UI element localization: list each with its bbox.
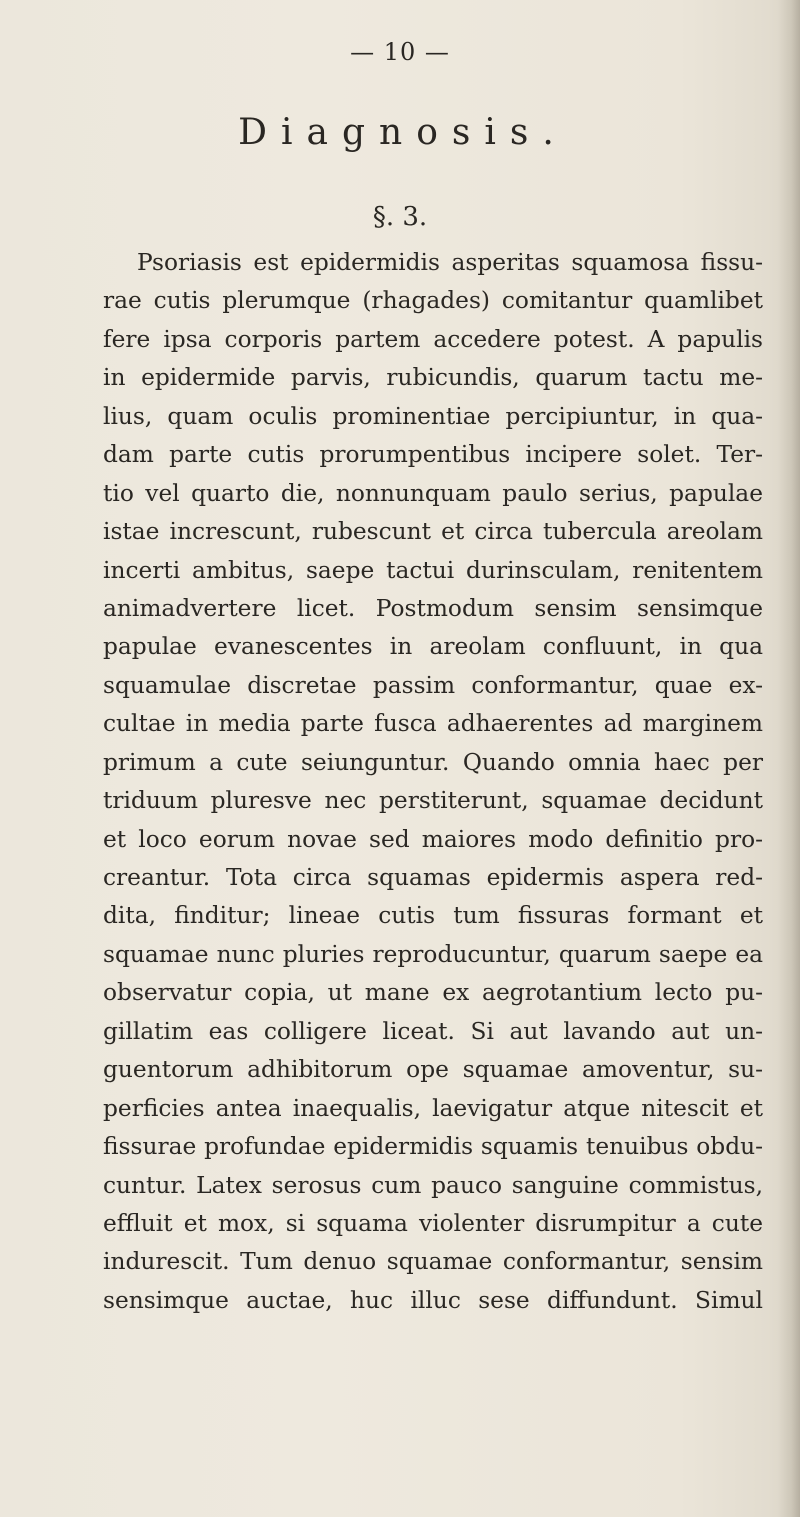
text-line: Psoriasis est epidermidis asperitas squamosa fissu- bbox=[137, 249, 763, 276]
text-line: lius, quam oculis prominentiae percipiuntur, in qua- bbox=[103, 402, 763, 430]
text-line: rae cutis plerumque (rhagades) comitantur quamlibet bbox=[103, 287, 763, 315]
body-text bbox=[103, 244, 763, 1320]
text-line: in epidermide parvis, rubicundis, quarum tactu me- bbox=[103, 364, 763, 392]
text-line: triduum pluresve nec perstiterunt, squamae decidunt bbox=[103, 787, 763, 815]
text-line: animadvertere licet. Postmodum sensim sensimque bbox=[103, 594, 763, 622]
page-number: — 10 — bbox=[350, 38, 450, 66]
text-line: dam parte cutis prorumpentibus incipere solet. Ter- bbox=[103, 441, 763, 469]
text-line: perficies antea inaequalis, laevigatur atque nitescit et bbox=[103, 1094, 763, 1122]
text-line: guentorum adhibitorum ope squamae amoventur, su- bbox=[103, 1056, 763, 1084]
text-line: cuntur. Latex serosus cum pauco sanguine commistus, bbox=[103, 1171, 763, 1199]
text-line: papulae evanescentes in areolam confluunt, in qua bbox=[103, 633, 763, 661]
text-line: indurescit. Tum denuo squamae conformantur, sensim bbox=[103, 1248, 763, 1276]
section-heading: Diagnosis. bbox=[238, 112, 568, 153]
text-line: effluit et mox, si squama violenter disrumpitur a cute bbox=[103, 1209, 763, 1237]
text-line: fere ipsa corporis partem accedere potest. A papulis bbox=[103, 325, 763, 353]
text-line: squamae nunc pluries reproducuntur, quarum saepe ea bbox=[103, 940, 763, 968]
text-line: incerti ambitus, saepe tactui durinsculam, renitentem bbox=[103, 556, 763, 584]
text-line: istae increscunt, rubescunt et circa tubercula areolam bbox=[103, 518, 763, 546]
text-line: dita, finditur; lineae cutis tum fissuras formant et bbox=[103, 902, 763, 930]
text-line: fissurae profundae epidermidis squamis tenuibus obdu- bbox=[103, 1133, 763, 1161]
text-line: gillatim eas colligere liceat. Si aut lavando aut un- bbox=[103, 1017, 763, 1045]
text-line: squamulae discretae passim conformantur, quae ex- bbox=[103, 671, 763, 699]
paragraph-number: §. 3. bbox=[372, 202, 428, 232]
text-line: observatur copia, ut mane ex aegrotantium lecto pu- bbox=[103, 979, 763, 1007]
text-line: et loco eorum novae sed maiores modo definitio pro- bbox=[103, 825, 763, 853]
text-line: primum a cute seiunguntur. Quando omnia haec per bbox=[103, 748, 763, 776]
text-line: sensimque auctae, huc illuc sese diffundunt. Simul bbox=[103, 1286, 763, 1314]
text-line: cultae in media parte fusca adhaerentes ad marginem bbox=[103, 710, 763, 738]
text-line: tio vel quarto die, nonnunquam paulo serius, papulae bbox=[103, 479, 763, 507]
text-line: creantur. Tota circa squamas epidermis aspera red- bbox=[103, 864, 763, 891]
